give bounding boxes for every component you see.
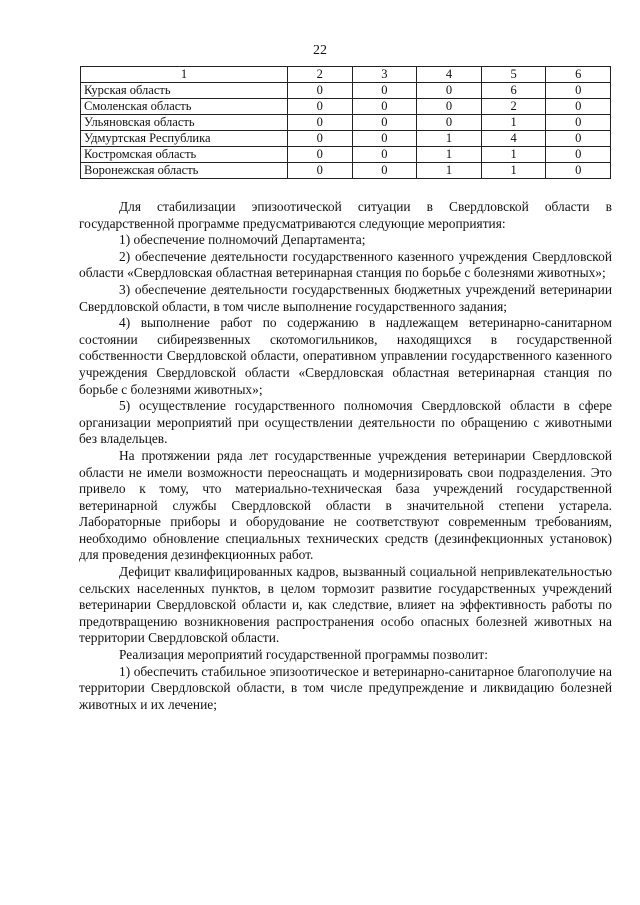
column-header: 1: [81, 67, 288, 83]
paragraph: Для стабилизации эпизоотической ситуации в Свердловской области в государственной программе предусматриваются следующие мероприятия:: [79, 199, 612, 231]
value-cell: 0: [352, 131, 417, 147]
list-item: 1) обеспечить стабильное эпизоотическое и ветеринарно-санитарное благополучие на территории Свердловской области, в том числе предупреждение и ликвидацию болезней животных и их лечение;: [79, 663, 612, 712]
value-cell: 0: [352, 99, 417, 115]
table-row: [81, 115, 611, 131]
value-cell: 0: [546, 99, 611, 115]
value-cell: 0: [546, 163, 611, 179]
region-cell: Костромская область: [81, 147, 288, 163]
table-row: [81, 131, 611, 147]
region-cell: Ульяновская область: [81, 115, 288, 131]
value-cell: 2: [481, 99, 546, 115]
region-cell: Воронежская область: [81, 163, 288, 179]
value-cell: 0: [288, 147, 353, 163]
value-cell: 1: [481, 115, 546, 131]
paragraph: На протяжении ряда лет государственные учреждения ветеринарии Свердловской области не имели возможности переоснащать и модернизировать свои подразделения. Это привело к тому, что материально-техническая база учреждений государственной ветеринарной службы Свердловской области в значительной степени устарела. Лабораторные приборы и оборудование не соответствуют современным требованиям, необходимо обновление специальных технических средств (дезинфекционных установок) для проведения дезинфекционных работ.: [79, 447, 612, 563]
value-cell: 0: [417, 99, 482, 115]
table-row: [81, 147, 611, 163]
column-header: 5: [481, 67, 546, 83]
value-cell: 0: [546, 131, 611, 147]
value-cell: 0: [288, 131, 353, 147]
value-cell: 0: [352, 83, 417, 99]
value-cell: 1: [481, 163, 546, 179]
value-cell: 6: [481, 83, 546, 99]
paragraph: Реализация мероприятий государственной программы позволит:: [119, 647, 488, 663]
table-row: [81, 83, 611, 99]
value-cell: 0: [288, 99, 353, 115]
table-row: [81, 163, 611, 179]
value-cell: 0: [352, 115, 417, 131]
value-cell: 0: [546, 115, 611, 131]
table-row: [81, 99, 611, 115]
paragraph: Дефицит квалифицированных кадров, вызванный социальной непривлекательностью сельских населенных пунктов, в целом тормозит развитие государственных учреждений ветеринарии Свердловской области и, как следствие, влияет на эффективность работы по предотвращению возникновения распространения особо опасных болезней животных на территории Свердловской области.: [79, 564, 612, 646]
column-header: 4: [417, 67, 482, 83]
table-header-row: [81, 67, 611, 83]
region-cell: Удмуртская Республика: [81, 131, 288, 147]
list-item: 2) обеспечение деятельности государственного казенного учреждения Свердловской области «Свердловская областная ветеринарная станция по борьбе с болезнями животных»;: [79, 248, 612, 281]
value-cell: 0: [288, 115, 353, 131]
statistics-table: [80, 66, 611, 179]
list-item: 3) обеспечение деятельности государственных бюджетных учреждений ветеринарии Свердловской области, в том числе выполнение государственного задания;: [79, 281, 612, 314]
value-cell: 0: [288, 163, 353, 179]
value-cell: 0: [352, 163, 417, 179]
page-number: 22: [313, 43, 327, 58]
value-cell: 0: [288, 83, 353, 99]
value-cell: 0: [546, 83, 611, 99]
column-header: 6: [546, 67, 611, 83]
value-cell: 4: [481, 131, 546, 147]
list-item: 1) обеспечение полномочий Департамента;: [119, 232, 366, 248]
list-item: 5) осуществление государственного полномочия Свердловской области в сфере организации мероприятий при осуществлении деятельности по обращению с животными без владельцев.: [79, 398, 612, 447]
body-text: [79, 199, 612, 713]
value-cell: 0: [417, 83, 482, 99]
region-cell: Курская область: [81, 83, 288, 99]
value-cell: 1: [481, 147, 546, 163]
list-item: 4) выполнение работ по содержанию в надлежащем ветеринарно-санитарном состоянии сибиреязвенных скотомогильников, находящихся в государственной собственности Свердловской области, оперативном управлении государственного казенного учреждения Свердловской области «Свердловская областная ветеринарная станция по борьбе с болезнями животных»;: [79, 315, 612, 397]
value-cell: 0: [546, 147, 611, 163]
value-cell: 1: [417, 147, 482, 163]
value-cell: 0: [352, 147, 417, 163]
value-cell: 1: [417, 131, 482, 147]
column-header: 3: [352, 67, 417, 83]
region-cell: Смоленская область: [81, 99, 288, 115]
value-cell: 0: [417, 115, 482, 131]
column-header: 2: [288, 67, 353, 83]
value-cell: 1: [417, 163, 482, 179]
